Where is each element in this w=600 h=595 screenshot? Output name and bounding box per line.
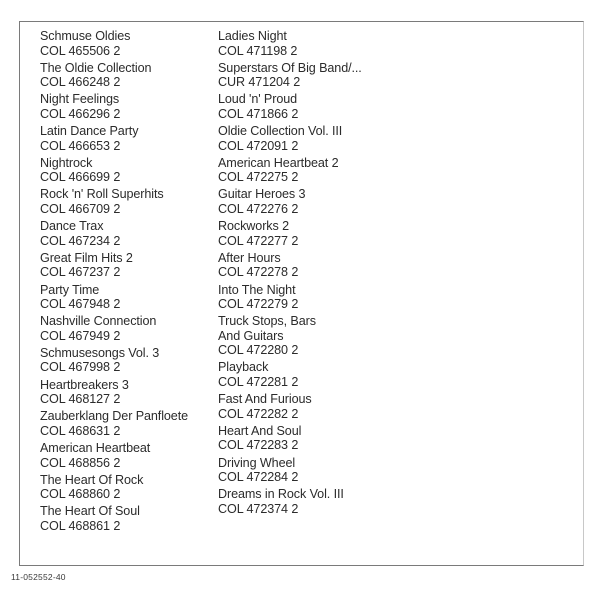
entry-code: COL 466296 2 xyxy=(40,106,121,121)
entry-code: COL 472091 2 xyxy=(218,138,299,153)
entry-code: COL 467949 2 xyxy=(40,328,121,343)
entry-code: COL 465506 2 xyxy=(40,43,121,58)
catalog-entry xyxy=(218,219,408,248)
entry-code: COL 472280 2 xyxy=(218,343,299,358)
entry-code: COL 466248 2 xyxy=(40,75,121,90)
entry-title: Into The Night xyxy=(218,282,296,297)
entry-code: COL 467237 2 xyxy=(40,265,121,280)
entry-title: Driving Wheel xyxy=(218,455,296,470)
entry-title: American Heartbeat 2 xyxy=(218,155,339,170)
catalog-entry xyxy=(40,29,230,58)
catalog-entry xyxy=(40,187,230,216)
entry-title: American Heartbeat xyxy=(40,440,151,455)
catalog-entry xyxy=(218,424,408,453)
catalog-entry xyxy=(218,156,408,185)
catalog-entry xyxy=(218,314,408,358)
entry-title: Schmuse Oldies xyxy=(40,29,131,43)
entry-title: After Hours xyxy=(218,250,281,265)
entry-title: Ladies Night xyxy=(218,29,287,43)
entry-code: COL 467998 2 xyxy=(40,360,121,375)
catalog-entry xyxy=(40,314,230,343)
entry-title: Guitar Heroes 3 xyxy=(218,187,306,202)
entry-title: The Heart Of Rock xyxy=(40,472,144,487)
catalog-entry xyxy=(40,504,230,533)
catalog-entry xyxy=(40,473,230,502)
entry-title: Loud 'n' Proud xyxy=(218,92,298,107)
entry-code: COL 472283 2 xyxy=(218,438,299,453)
entry-code: COL 472284 2 xyxy=(218,470,299,485)
entry-title: Zauberklang Der Panfloete xyxy=(40,409,189,424)
entry-title: Nashville Connection xyxy=(40,314,157,329)
entry-code: COL 472374 2 xyxy=(218,501,299,516)
entry-code: COL 466709 2 xyxy=(40,202,121,217)
entry-title: Rock 'n' Roll Superhits xyxy=(40,187,164,202)
catalog-entry xyxy=(40,409,230,438)
right-column xyxy=(218,29,408,519)
entry-title: Playback xyxy=(218,360,269,375)
entry-code: COL 468860 2 xyxy=(40,487,121,502)
catalog-entry xyxy=(40,251,230,280)
entry-code: COL 472277 2 xyxy=(218,233,299,248)
catalog-entry xyxy=(218,187,408,216)
entry-title: Great Film Hits 2 xyxy=(40,250,133,265)
left-column xyxy=(40,29,230,536)
catalog-entry xyxy=(40,283,230,312)
entry-title: Heartbreakers 3 xyxy=(40,377,129,392)
entry-code: COL 467948 2 xyxy=(40,297,121,312)
catalog-entry xyxy=(40,124,230,153)
entry-code: COL 472276 2 xyxy=(218,202,299,217)
entry-code: COL 472282 2 xyxy=(218,406,299,421)
catalog-entry xyxy=(40,156,230,185)
entry-title: Latin Dance Party xyxy=(40,124,139,139)
entry-title: Night Feelings xyxy=(40,92,120,107)
entry-code: COL 472275 2 xyxy=(218,170,299,185)
entry-code: COL 468856 2 xyxy=(40,455,121,470)
catalog-entry xyxy=(40,92,230,121)
entry-title: Party Time xyxy=(40,282,100,297)
entry-title: Nightrock xyxy=(40,155,93,170)
entry-code: COL 472281 2 xyxy=(218,375,299,390)
entry-title: Truck Stops, Bars And Guitars xyxy=(218,314,316,343)
footer-code: 11-052552-40 xyxy=(11,572,66,582)
entry-title: Oldie Collection Vol. III xyxy=(218,124,343,139)
entry-code: COL 468127 2 xyxy=(40,392,121,407)
entry-code: COL 466653 2 xyxy=(40,138,121,153)
entry-code: COL 466699 2 xyxy=(40,170,121,185)
entry-title: Dance Trax xyxy=(40,219,104,234)
entry-title: The Heart Of Soul xyxy=(40,504,140,519)
catalog-entry xyxy=(40,441,230,470)
catalog-entry xyxy=(218,283,408,312)
entry-title: Fast And Furious xyxy=(218,392,312,407)
entry-title: Dreams in Rock Vol. III xyxy=(218,487,344,502)
entry-code: COL 467234 2 xyxy=(40,233,121,248)
catalog-entry xyxy=(218,487,408,516)
catalog-entry xyxy=(218,92,408,121)
catalog-entry xyxy=(218,360,408,389)
entry-title: Superstars Of Big Band/... xyxy=(218,60,362,75)
catalog-entry xyxy=(40,378,230,407)
entry-title: Heart And Soul xyxy=(218,423,302,438)
entry-code: COL 468861 2 xyxy=(40,518,121,533)
entry-title: The Oldie Collection xyxy=(40,60,152,75)
catalog-entry xyxy=(218,29,408,58)
catalog-entry xyxy=(218,456,408,485)
catalog-entry xyxy=(40,346,230,375)
entry-code: COL 468631 2 xyxy=(40,423,121,438)
entry-code: COL 471866 2 xyxy=(218,106,299,121)
entry-code: CUR 471204 2 xyxy=(218,75,301,90)
entry-code: COL 471198 2 xyxy=(218,43,298,58)
entry-title: Schmusesongs Vol. 3 xyxy=(40,345,160,360)
catalog-entry xyxy=(40,219,230,248)
catalog-entry xyxy=(218,124,408,153)
catalog-entry xyxy=(218,61,408,90)
entry-code: COL 472278 2 xyxy=(218,265,299,280)
entry-title: Rockworks 2 xyxy=(218,219,289,234)
catalog-entry xyxy=(218,392,408,421)
catalog-entry xyxy=(218,251,408,280)
catalog-entry xyxy=(40,61,230,90)
entry-code: COL 472279 2 xyxy=(218,297,299,312)
